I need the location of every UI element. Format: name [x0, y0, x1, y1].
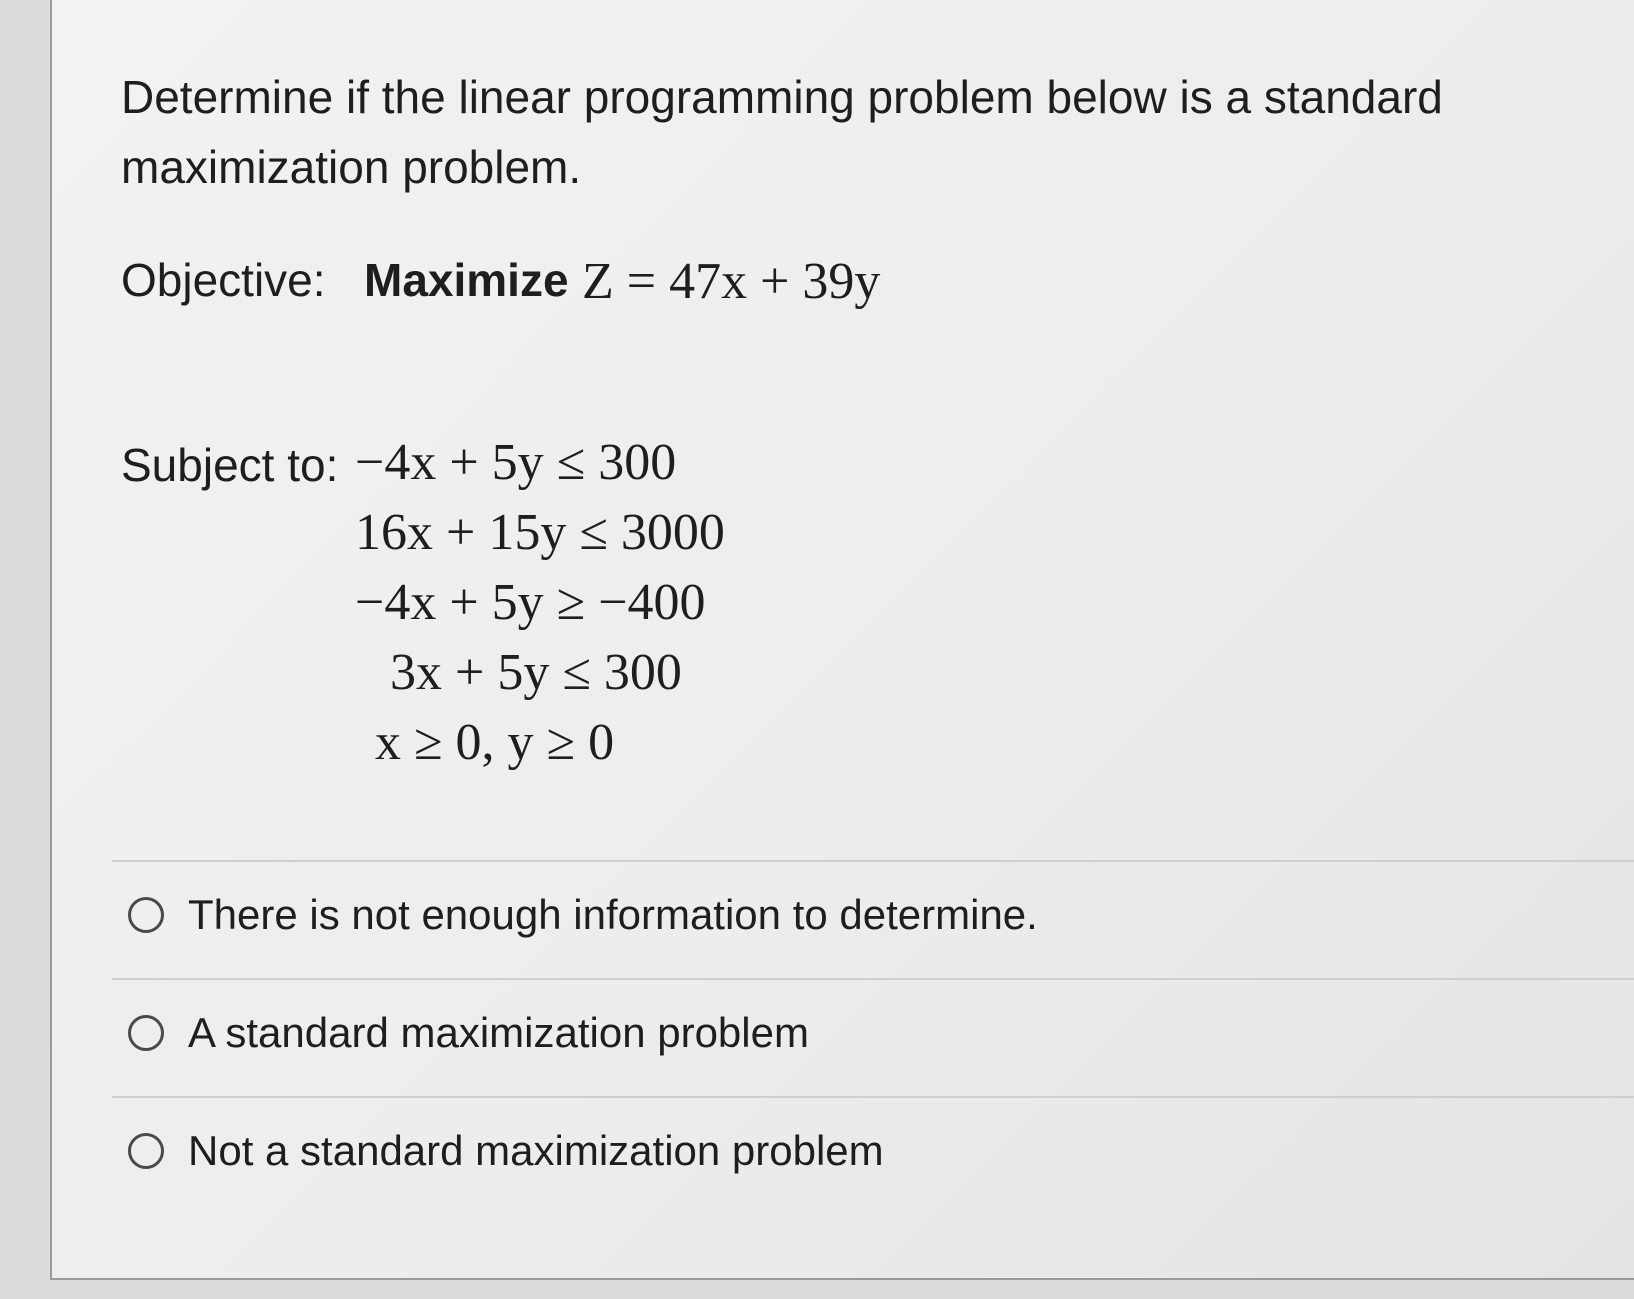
option-label: There is not enough information to determine.	[188, 891, 1038, 938]
constraints-label: Subject to:	[121, 439, 339, 491]
option-label: A standard maximization problem	[188, 1009, 809, 1056]
option-not-standard-max[interactable]	[128, 1126, 884, 1176]
radio-button[interactable]	[128, 897, 164, 933]
constraint-3: −4x + 5y ≥ −400	[355, 574, 706, 631]
question-text: Determine if the linear programming problem below is a standard maximization problem.	[121, 71, 1443, 193]
option-not-enough-info[interactable]	[128, 890, 1038, 940]
divider	[112, 1096, 1634, 1098]
constraint-nonnegativity: x ≥ 0, y ≥ 0	[375, 714, 615, 771]
constraint-1: −4x + 5y ≤ 300	[355, 434, 677, 491]
constraint-4: 3x + 5y ≤ 300	[390, 644, 682, 701]
objective-equation: Z = 47x + 39y	[582, 253, 881, 310]
divider	[112, 860, 1634, 862]
divider	[112, 978, 1634, 980]
radio-button[interactable]	[128, 1015, 164, 1051]
objective-keyword: Maximize	[364, 254, 569, 306]
objective-label: Objective:	[121, 254, 326, 306]
option-label: Not a standard maximization problem	[188, 1127, 884, 1174]
radio-button[interactable]	[128, 1133, 164, 1169]
option-standard-max[interactable]	[128, 1008, 809, 1058]
constraint-2: 16x + 15y ≤ 3000	[355, 504, 725, 561]
